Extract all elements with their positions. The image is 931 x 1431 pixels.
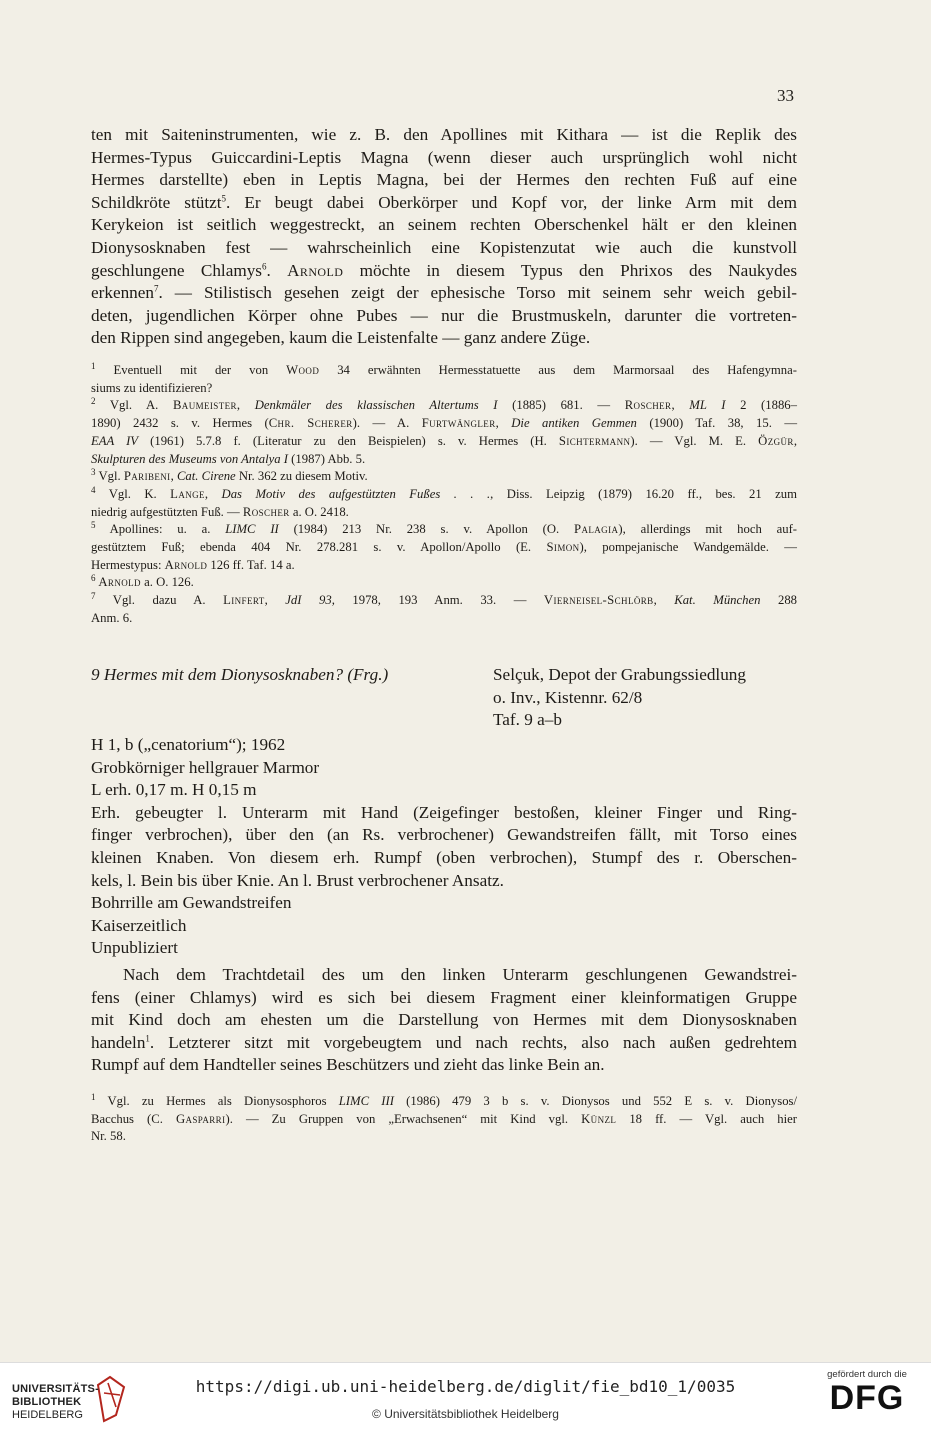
author-name: Linfert	[223, 593, 265, 608]
footnote-5	[91, 521, 797, 539]
footnote-text: 18 ff. — Vgl. auch hier	[616, 1111, 797, 1126]
footnote-text: Vgl. A.	[95, 398, 173, 413]
footnote-2	[91, 397, 797, 415]
dimensions: L erh. 0,17 m. H 0,15 m	[91, 780, 257, 800]
text-line: Hermes darstellte) eben in Leptis Magna, bei der Hermes den rechten Fuß auf eine	[91, 170, 797, 190]
footnote-text: 1890) 2432 s. v. Hermes (	[91, 416, 269, 431]
text-line: .	[266, 260, 288, 280]
footnote-text: Anm. 6.	[91, 610, 133, 625]
author-name: Palagia	[574, 522, 619, 537]
footnote-number: 7	[91, 590, 96, 601]
author-name: Simon	[546, 540, 580, 555]
author-name: Paribeni	[123, 469, 171, 484]
footnote-text: ), pompejanische Wandgemälde. —	[579, 540, 797, 555]
text-line: mit Kind doch am ehesten um die Darstellung von Hermes mit dem Dionysosknaben	[91, 1010, 797, 1030]
text-line: Nach dem Trachtdetail des um den linken Unterarm geschlungenen Gewandstrei-	[123, 965, 797, 984]
footnote-text: 34 erwähnten Hermesstatuette aus dem Marmorsaal des Hafengymna-	[319, 363, 797, 377]
footnote-text: ,	[671, 398, 690, 413]
footnote-text: a. O. 2418.	[289, 504, 349, 519]
footnote-text: Nr. 362 zu diesem Motiv.	[235, 469, 368, 484]
funding-note: gefördert durch die	[827, 1369, 907, 1380]
dfg-wordmark: DFG	[829, 1379, 905, 1417]
footnote-number: 2	[91, 396, 96, 407]
footnote-text: ). — Vgl. M. E.	[630, 433, 759, 448]
author-name: Roscher	[242, 504, 290, 519]
description-line: kleinen Knaben. Von diesem erh. Rumpf (oben verbrochen), Stumpf des r. Oberschen-	[91, 847, 797, 867]
footnote-text: Vgl. dazu A.	[95, 593, 224, 608]
footnote-ref[interactable]: 6	[261, 260, 267, 271]
footnote-text: Vgl. zu Hermes als Dionysosphoros	[95, 1094, 339, 1108]
viewer-footer	[0, 1362, 931, 1431]
catalog-location	[493, 664, 803, 732]
text-line: Kerykeion ist seitlich weggestreckt, an seinem rechten Oberschenkel hält er den kleinen	[91, 215, 797, 235]
author-name: Wood	[286, 363, 320, 377]
footnote-number: 1	[91, 360, 96, 371]
footnote-1	[91, 362, 797, 380]
catalog-title: 9 Hermes mit dem Dionysosknaben? (Frg.)	[91, 665, 389, 684]
description-line: finger verbrochen), über den (an Rs. verbrochener) Gewandstreifen fällt, mit Torso eines	[91, 825, 797, 845]
footnotes-bottom	[91, 1093, 797, 1146]
second-paragraph	[91, 964, 797, 1077]
author-name: Arnold	[164, 557, 208, 572]
footnote-text: ,	[236, 398, 255, 413]
footnote-text: (1900) Taf. 38, 15. —	[636, 416, 798, 431]
footnote-text: , Diss. Leipzig (1879) 16.20 ff., bes. 21 zum	[490, 486, 797, 501]
footnote-text: Apollines: u. a.	[95, 522, 226, 537]
work-title: LIMC II	[225, 522, 279, 537]
technique: Bohrrille am Gewandstreifen	[91, 893, 292, 913]
author-name: Arnold	[287, 260, 344, 280]
text-line: fens (einer Chlamys) wird es sich bei diesem Fragment einer kleinformatigen Gruppe	[91, 987, 797, 1007]
work-title: Denkmäler des klassischen Altertums I	[254, 398, 498, 413]
catalog-header	[91, 664, 797, 734]
text-line: deten, jugendlichen Körper ohne Pubes — nur die Brustmuskeln, darunter die vortreten-	[91, 305, 797, 325]
location-line: Selçuk, Depot der Grabungssiedlung	[493, 665, 746, 684]
text-line: geschlungene Chlamys	[91, 260, 262, 280]
work-title: Skulpturen des Museums von Antalya I	[91, 451, 288, 466]
author-name: Vierneisel-Schlörb	[543, 593, 654, 608]
catalog-entry	[91, 664, 797, 960]
footnote-text: a. O. 126.	[140, 575, 194, 590]
footnote-7	[91, 592, 797, 610]
footnote-4	[91, 486, 797, 504]
footnote-text: ), allerdings mit hoch auf-	[618, 522, 798, 537]
dfg-logo[interactable]	[817, 1369, 917, 1416]
footnote-text: ). — A.	[352, 416, 422, 431]
text-line: . Letzterer sitzt mit vorgebeugtem und nach rechts, also nach außen gedrehtem	[149, 1032, 797, 1052]
work-title: Die antiken Gemmen	[511, 416, 637, 431]
footnote-text: 2 (1886–	[725, 398, 797, 413]
footnote-text: (1986) 479 3 b s. v. Dionysos und 552 E s. v. Dionysos/	[393, 1094, 797, 1108]
footnote-text: (1961) 5.7.8 f. (Literatur zu den Beispielen) s. v. Hermes (H.	[138, 433, 559, 448]
material: Grobkörniger hellgrauer Marmor	[91, 757, 320, 777]
footnote-text: (1984) 213 Nr. 238 s. v. Apollon (O.	[278, 522, 575, 537]
footnote-number: 5	[91, 520, 96, 531]
library-name-line: UNIVERSITÄTS-	[12, 1383, 99, 1395]
description-line: Erh. gebeugter l. Unterarm mit Hand (Zeigefinger bestoßen, kleiner Finger und Ring-	[91, 802, 797, 822]
author-name: Gasparri	[175, 1111, 226, 1126]
author-name: Sichtermann	[558, 433, 631, 448]
page-number: 33	[777, 86, 794, 105]
footnote-text: Eventuell mit der von	[95, 363, 287, 377]
footnote-number: 4	[91, 484, 96, 495]
library-name-line: BIBLIOTHEK	[12, 1396, 82, 1408]
text-line: Rumpf auf dem Handteller seines Beschützers und zieht das linke Bein an.	[91, 1055, 605, 1075]
work-title: EAA IV	[91, 433, 139, 448]
author-name: Furtwängler	[421, 416, 496, 431]
footnote-text: ). — Zu Gruppen von „Erwachsenen“ mit Kind vgl.	[225, 1111, 582, 1126]
author-name: Baumeister	[172, 398, 237, 413]
text-line: handeln	[91, 1032, 146, 1052]
footnote-text: ,	[204, 486, 222, 501]
catalog-details	[91, 734, 797, 960]
footnote-text: siums zu identifizieren?	[91, 380, 213, 395]
footnote-text: Vgl.	[95, 469, 124, 484]
author-name: Künzl	[581, 1111, 617, 1126]
footnote-number: 1	[91, 1091, 96, 1102]
footnote-text: ,	[793, 433, 797, 448]
footnote-text: Hermestypus:	[91, 557, 165, 572]
footnote-ref[interactable]: 7	[154, 283, 159, 294]
work-title: Das Motiv des aufgestützten Fußes . . .	[221, 486, 491, 501]
text-line: . — Stilistisch gesehen zeigt der ephesische Torso mit seinem sehr weich gebil-	[158, 283, 797, 303]
author-name: Lange	[170, 486, 205, 501]
plate-reference: Taf. 9 a–b	[493, 710, 562, 730]
footnote-ref[interactable]: 5	[221, 193, 227, 204]
author-name: Özgür	[758, 433, 794, 448]
footnote-text: niedrig aufgestützten Fuß. —	[91, 504, 243, 519]
document-url[interactable]: https://digi.ub.uni-heidelberg.de/diglit/fie_bd10_1/0035	[195, 1377, 736, 1396]
footnote-1	[91, 1093, 797, 1111]
intro-paragraph	[91, 124, 797, 350]
footnotes-top	[91, 362, 797, 628]
work-title: JdI 93,	[285, 593, 335, 608]
footnote-text: ,	[170, 469, 177, 484]
text-line: den Rippen sind angegeben, kaum die Leistenfalte — ganz andere Züge.	[91, 328, 591, 348]
text-line: ten mit Saiteninstrumenten, wie z. B. den Apollines mit Kithara — ist die Replik des	[91, 125, 797, 144]
text-line: erkennen	[91, 283, 154, 303]
footnote-text: Vgl. K.	[95, 486, 171, 501]
footnote-ref[interactable]: 1	[145, 1033, 150, 1044]
footnote-text: ,	[653, 593, 675, 608]
footnote-number: 3	[91, 466, 96, 477]
footnote-text: ,	[264, 593, 286, 608]
footnote-text: 288	[760, 593, 798, 608]
description-line: kels, l. Bein bis über Knie. An l. Brust verbrochener Ansatz.	[91, 870, 504, 890]
text-line: Schildkröte stützt	[91, 192, 222, 212]
copyright-notice: © Universitätsbibliothek Heidelberg	[372, 1407, 559, 1421]
author-name: Roscher	[624, 398, 672, 413]
text-line: Hermes-Typus Guiccardini-Leptis Magna (wenn dieser auch ursprünglich wohl nicht	[91, 147, 797, 167]
footnote-text: Bacchus (C.	[91, 1111, 176, 1126]
footnote-text: (1987) Abb. 5.	[287, 451, 366, 466]
footnote-text: ,	[495, 416, 512, 431]
find-context: H 1, b („cenatorium“); 1962	[91, 735, 286, 754]
footnote-text: 126 ff. Taf. 14 a.	[207, 557, 295, 572]
footnote-number: 6	[91, 573, 96, 584]
work-title: Kat. München	[674, 593, 761, 608]
dating: Kaiserzeitlich	[91, 915, 187, 935]
publication-status: Unpubliziert	[91, 938, 178, 958]
footnote-3	[91, 468, 797, 486]
footnote-6	[91, 574, 797, 592]
footnote-text: gestütztem Fuß; ebenda 404 Nr. 278.281 s. v. Apollon/Apollo (E.	[91, 540, 547, 555]
footnote-text: (1885) 681. —	[497, 398, 625, 413]
text-line: . Er beugt dabei Oberkörper und Kopf vor, der linke Arm mit dem	[226, 192, 797, 212]
author-name: Arnold	[95, 575, 141, 590]
text-line: Dionysosknaben fest — wahrscheinlich eine Kopistenzutat wie auch die kunstvoll	[91, 237, 797, 257]
text-line: möchte in diesem Typus den Phrixos des Naukydes	[343, 260, 798, 280]
work-title: LIMC III	[338, 1094, 394, 1108]
work-title: ML I	[689, 398, 726, 413]
location-line: o. Inv., Kistennr. 62/8	[493, 687, 643, 707]
footnote-text: Nr. 58.	[91, 1129, 126, 1144]
work-title: Cat. Cirene	[176, 469, 236, 484]
author-name: Chr. Scherer	[268, 416, 353, 431]
library-name-line: HEIDELBERG	[12, 1409, 83, 1421]
footnote-text: 1978, 193 Anm. 33. —	[334, 593, 544, 608]
